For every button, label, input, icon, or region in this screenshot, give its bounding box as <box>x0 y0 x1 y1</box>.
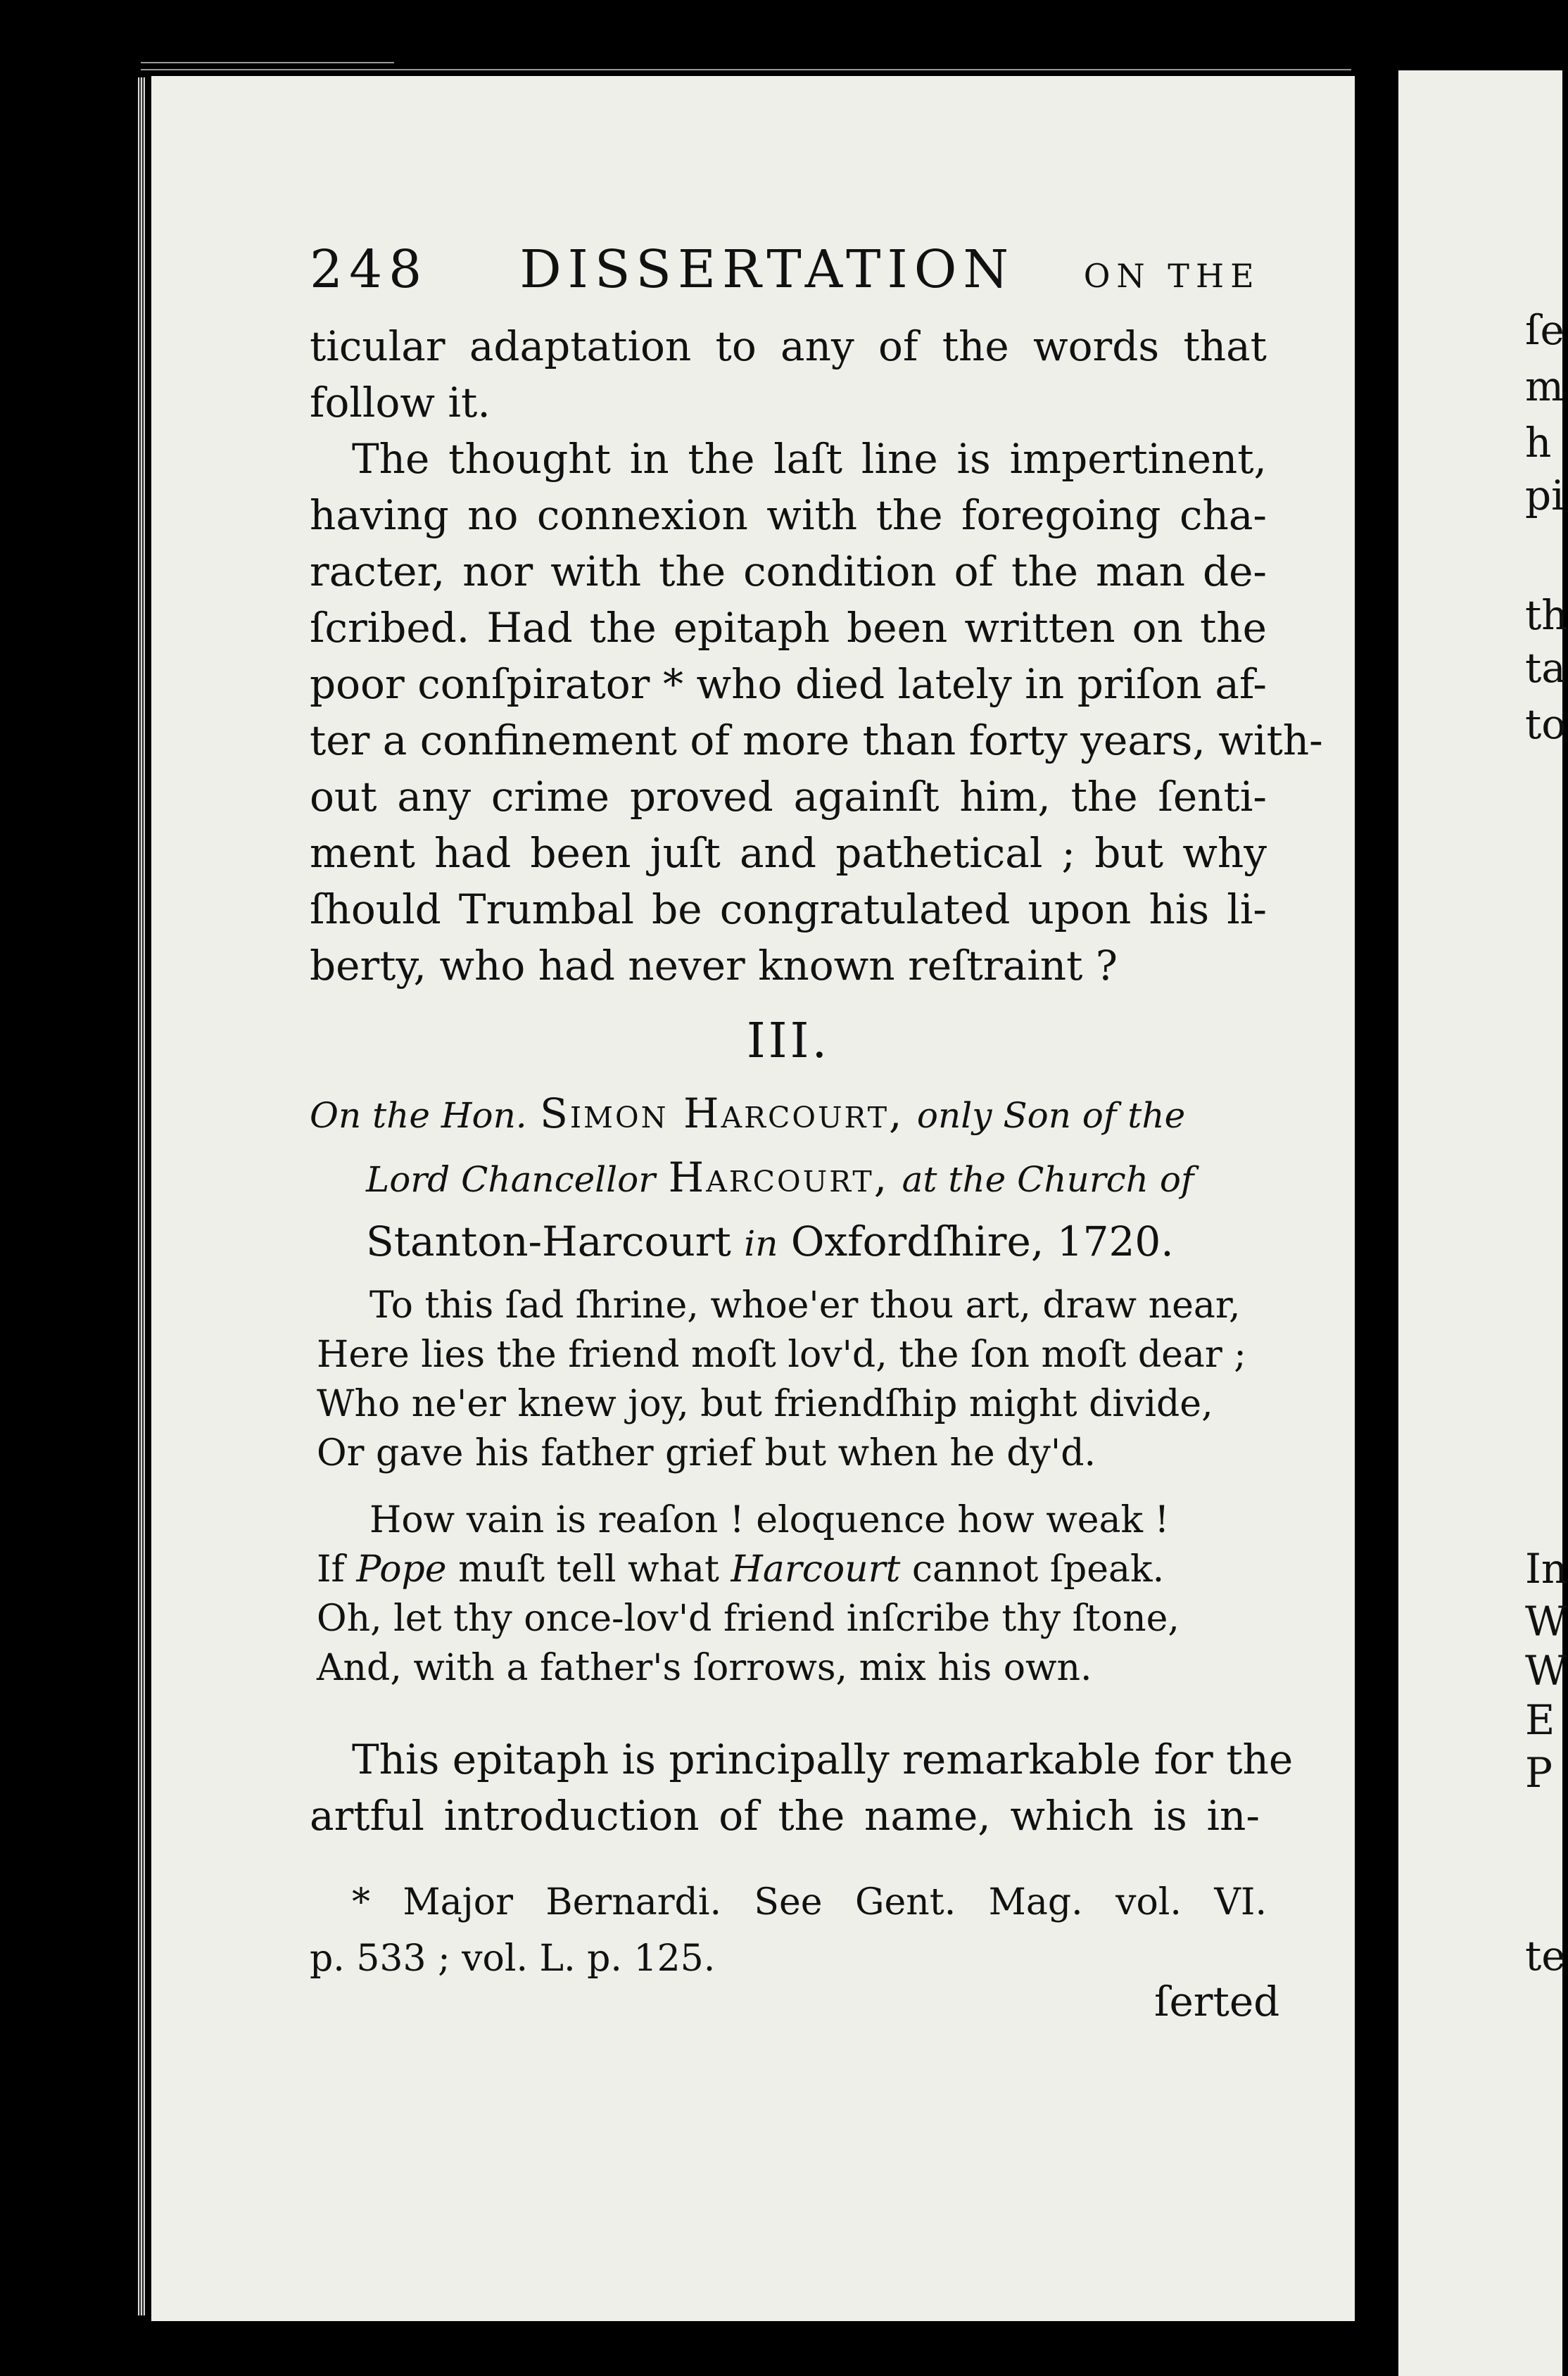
paragraph-continued <box>310 318 1267 431</box>
facing-page-fragment: to <box>1525 700 1567 748</box>
section-number: III. <box>746 1013 830 1069</box>
heading-smallcaps: Simon Harcourt, <box>540 1089 904 1137</box>
poem-word-italic: Pope <box>356 1548 447 1591</box>
poem-word: muſt tell what <box>458 1548 719 1591</box>
poem-line: And, with a father's ſorrows, mix his own. <box>317 1647 1092 1689</box>
heading-roman: Oxfordſhire, 1720. <box>790 1218 1174 1265</box>
heading-roman: Stanton-Harcourt <box>366 1218 731 1265</box>
facing-page-fragment: pi <box>1525 472 1564 519</box>
facing-page <box>1398 70 1568 2376</box>
text-line: ment had been juſt and pathetical ; but why <box>310 829 1267 877</box>
facing-page-fragment: m <box>1525 362 1564 410</box>
epitaph-heading <box>310 1082 1274 1275</box>
facing-page-fragment: W <box>1525 1647 1567 1695</box>
poem-line: Oh, let thy once-lov'd friend inſcribe thy ſtone, <box>317 1598 1180 1640</box>
heading-italic: at the Church of <box>902 1159 1194 1200</box>
heading-italic: in <box>744 1223 778 1264</box>
footnote-line: * Major Bernardi. See Gent. Mag. vol. VI. <box>352 1881 1267 1923</box>
running-title: DISSERTATION <box>519 239 1016 300</box>
paragraph-remarks <box>310 1731 1294 1844</box>
poem-line: Here lies the friend moſt lov'd, the ſon moſt dear ; <box>317 1334 1246 1376</box>
poem-line: How vain is reaſon ! eloquence how weak ! <box>369 1499 1170 1541</box>
heading-smallcaps: Harcourt, <box>668 1154 890 1201</box>
facing-page-fragment: ſe <box>1525 306 1564 354</box>
text-line: The thought in the laſt line is impertinent, <box>352 435 1267 483</box>
text-line: berty, who had never known reſtraint ? <box>310 942 1118 990</box>
poem-word: If <box>317 1548 345 1591</box>
facing-page-fragment: E <box>1525 1696 1555 1744</box>
poem-line: To this ſad ſhrine, whoe'er thou art, draw near, <box>369 1284 1241 1327</box>
running-title-small: ON THE <box>1083 257 1260 295</box>
text-line: poor conſpirator * who died lately in priſon af- <box>310 660 1267 708</box>
heading-line <box>310 1082 1274 1146</box>
facing-page-fragment: te <box>1525 1932 1566 1980</box>
poem-stanza-1 <box>317 1281 1274 1478</box>
facing-page-fragment: th <box>1525 591 1568 639</box>
page-stack-edge <box>138 77 145 2315</box>
heading-italic: Lord Chancellor <box>366 1159 656 1200</box>
catchword: ſerted <box>1154 1978 1280 2026</box>
paragraph-commentary <box>310 431 1323 994</box>
text-line: follow it. <box>310 379 491 426</box>
text-line: having no connexion with the foregoing cha- <box>310 491 1267 539</box>
heading-line <box>310 1211 1274 1275</box>
poem-line: Or gave his father grief but when he dy'd. <box>317 1432 1096 1474</box>
text-line: racter, nor with the condition of the man de- <box>310 548 1267 595</box>
text-line: ſcribed. Had the epitaph been written on the <box>310 604 1267 652</box>
poem-line <box>317 1545 1274 1594</box>
text-line: ſhould Trumbal be congratulated upon his li- <box>310 885 1267 933</box>
text-line: out any crime proved againſt him, the ſenti- <box>310 773 1267 821</box>
page-number: 248 <box>310 239 429 300</box>
running-head <box>310 239 1267 303</box>
poem-word-italic: Harcourt <box>731 1548 901 1591</box>
facing-page-fragment: P <box>1525 1749 1553 1797</box>
text-line: ter a confinement of more than forty years, with- <box>310 716 1323 764</box>
facing-page-fragment: In <box>1525 1545 1568 1593</box>
facing-page-fragment: W <box>1525 1598 1567 1645</box>
poem-stanza-2 <box>317 1496 1274 1693</box>
text-line: artful introduction of the name, which is in- <box>310 1792 1260 1840</box>
facing-page-fragment: ta <box>1525 644 1566 692</box>
book-gutter <box>1355 70 1398 2376</box>
heading-italic: only Son of the <box>916 1095 1186 1136</box>
poem-line: Who ne'er knew joy, but friendſhip might divide, <box>317 1383 1213 1425</box>
heading-line <box>310 1146 1274 1211</box>
facing-page-fragment: h <box>1525 419 1552 467</box>
footnote <box>310 1876 1267 1988</box>
page-edge-top <box>141 62 394 63</box>
heading-italic: On the Hon. <box>310 1095 527 1136</box>
poem-word: cannot ſpeak. <box>911 1548 1165 1591</box>
text-line: ticular adaptation to any of the words that <box>310 322 1267 370</box>
page-edge-top-2 <box>141 69 1351 70</box>
footnote-line: p. 533 ; vol. L. p. 125. <box>310 1938 716 1980</box>
text-line: This epitaph is principally remarkable for the <box>352 1736 1294 1783</box>
